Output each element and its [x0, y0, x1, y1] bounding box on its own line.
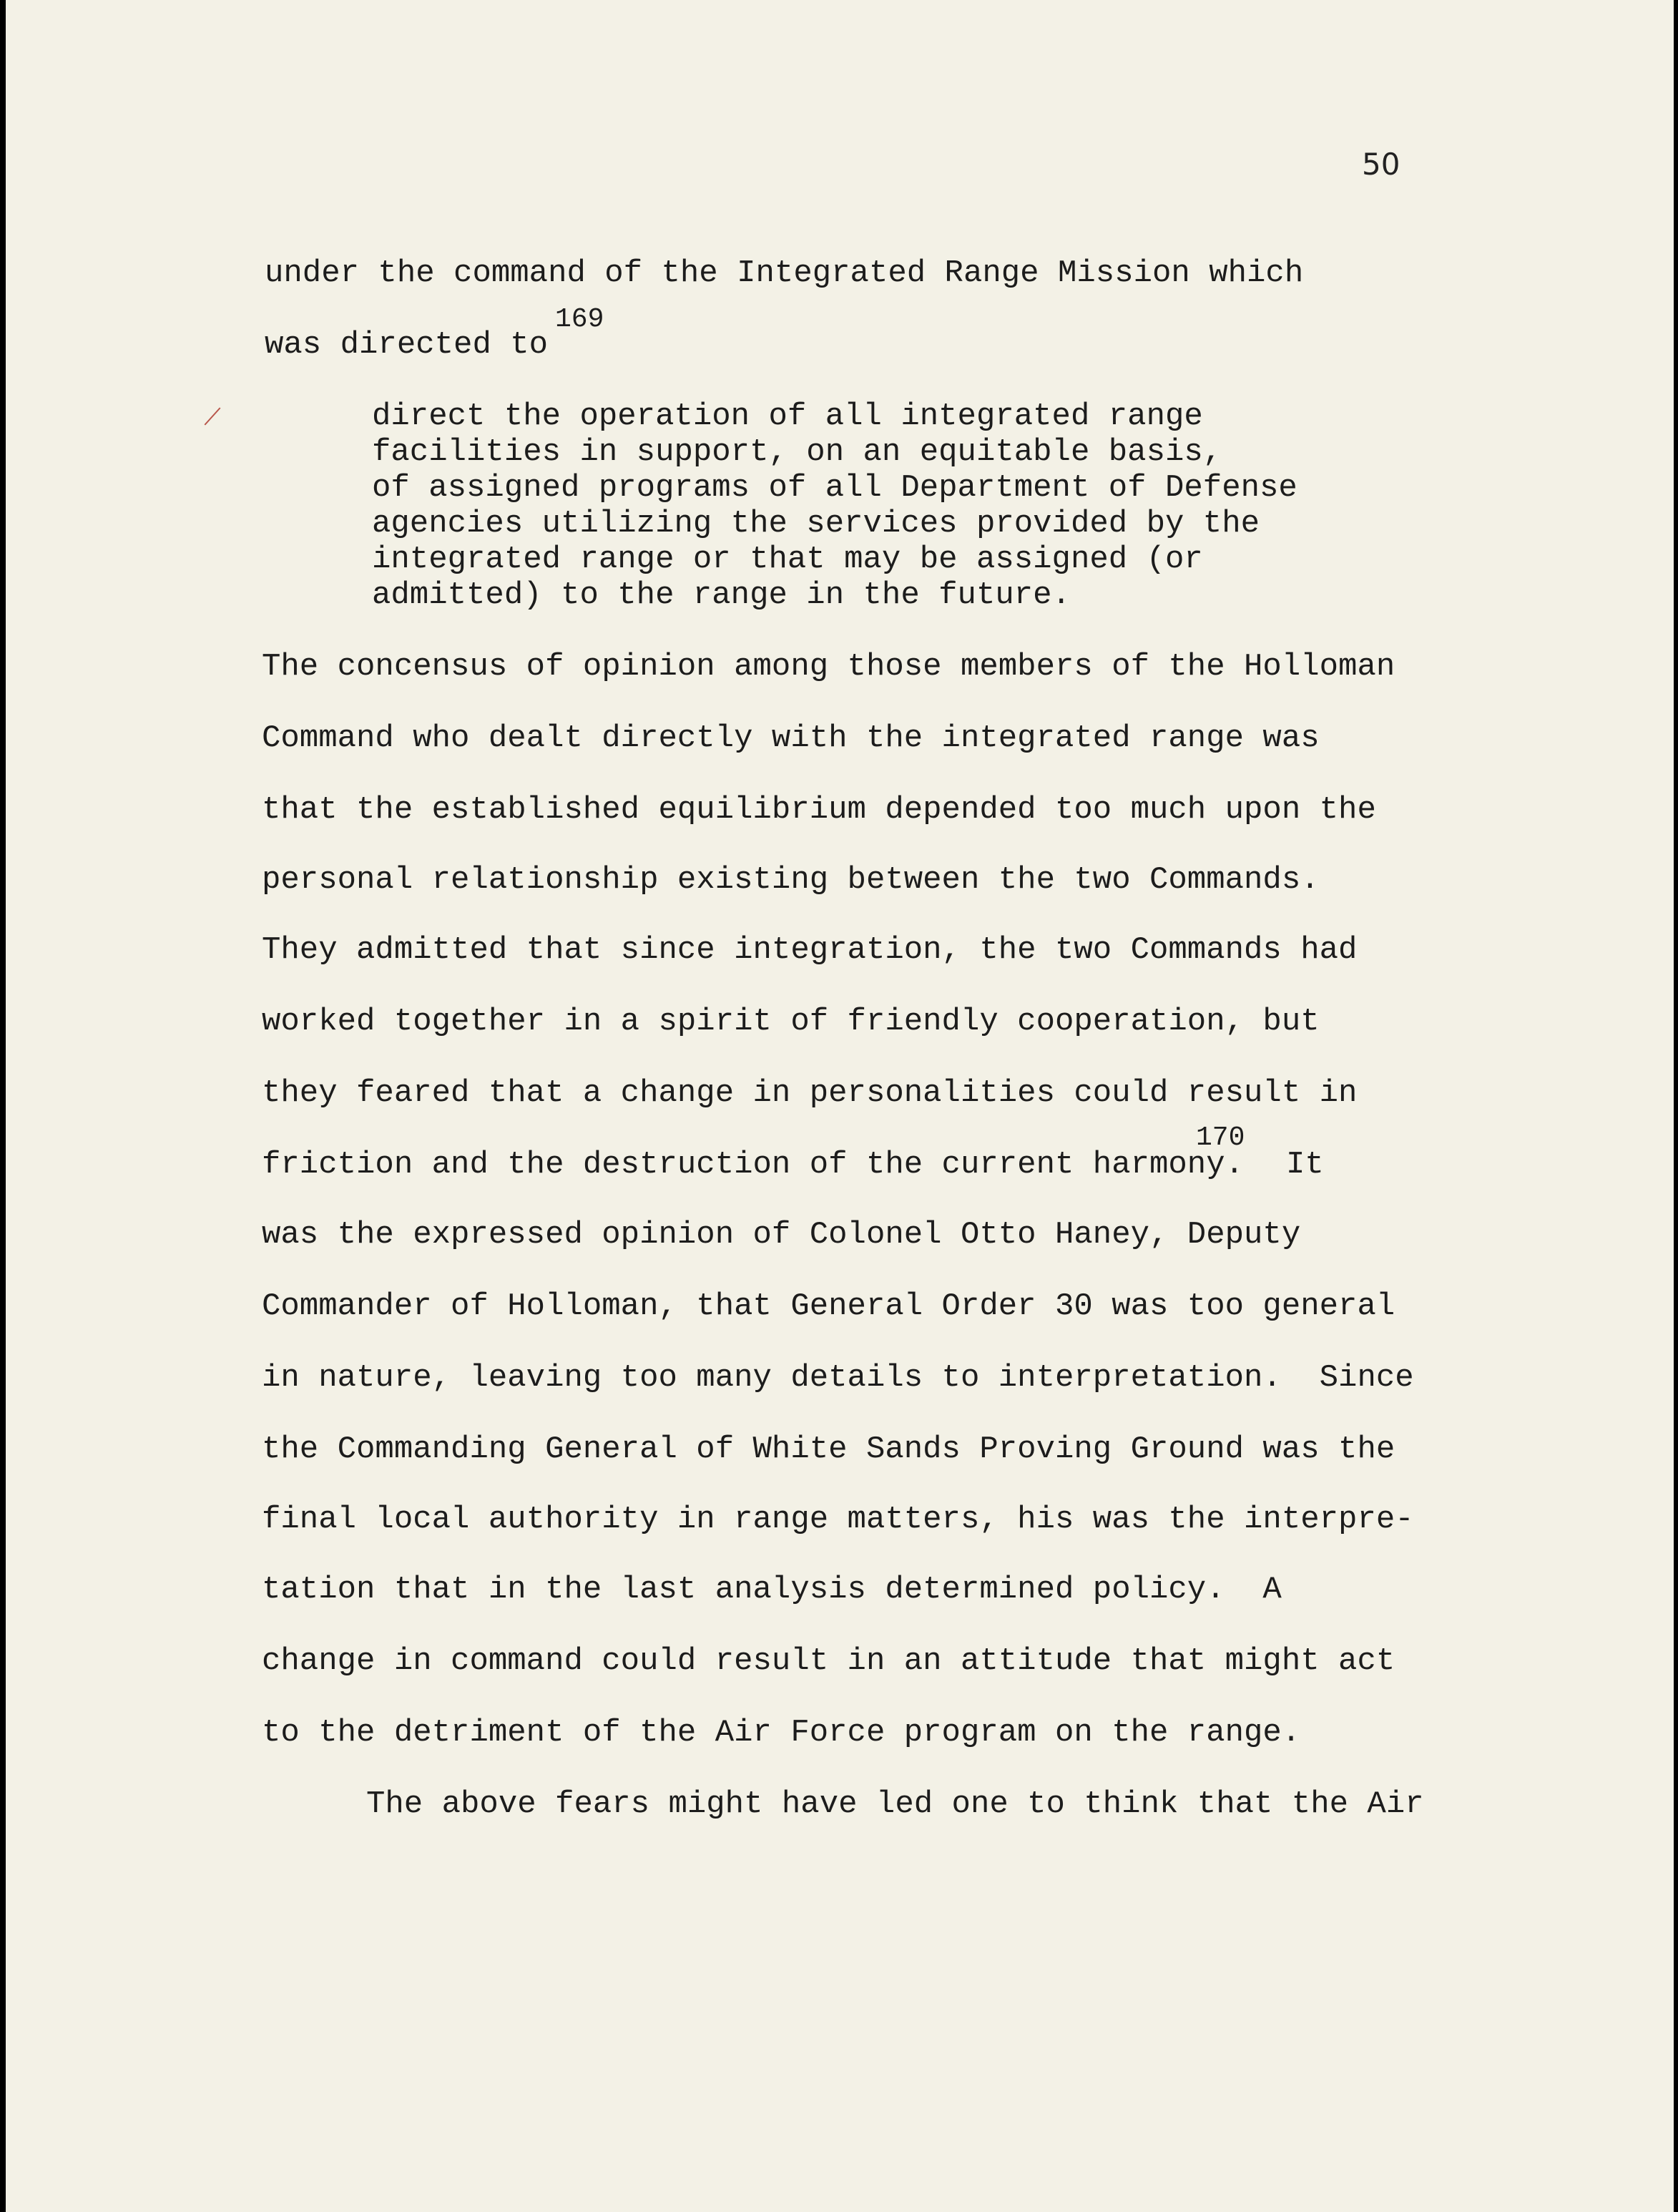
body-line: They admitted that since integration, the two Commands had — [262, 932, 1358, 968]
document-page — [6, 0, 1674, 2212]
body-line: that the established equilibrium depended too much upon the — [262, 792, 1376, 828]
body-line: worked together in a spirit of friendly cooperation, but — [262, 1004, 1320, 1039]
block-quote-line: admitted) to the range in the future. — [372, 577, 1071, 613]
body-line: The concensus of opinion among those members of the Holloman — [262, 649, 1395, 685]
body-line: final local authority in range matters, his was the interpre- — [262, 1502, 1414, 1537]
margin-mark — [205, 407, 221, 425]
body-line-continuation: It — [1286, 1147, 1324, 1183]
footnote-marker-170: 170 — [1196, 1122, 1245, 1153]
body-line: to the detriment of the Air Force program on the range. — [262, 1715, 1301, 1751]
body-line: tation that in the last analysis determined policy. A — [262, 1572, 1282, 1607]
block-quote-line: facilities in support, on an equitable basis, — [372, 434, 1222, 470]
body-line: they feared that a change in personalities could result in — [262, 1075, 1358, 1111]
body-line: in nature, leaving too many details to interpretation. Since — [262, 1360, 1414, 1396]
body-line: personal relationship existing between the two Commands. — [262, 862, 1320, 898]
opening-line: was directed to — [265, 327, 549, 363]
block-quote-line: of assigned programs of all Department of Defense — [372, 470, 1297, 506]
body-line: was the expressed opinion of Colonel Otto Haney, Deputy — [262, 1217, 1301, 1253]
footnote-marker-169: 169 — [555, 304, 604, 335]
body-line: change in command could result in an attitude that might act — [262, 1643, 1395, 1679]
body-line: the Commanding General of White Sands Proving Ground was the — [262, 1432, 1395, 1467]
body-line: Command who dealt directly with the integrated range was — [262, 720, 1320, 756]
body-line: friction and the destruction of the current harmony. — [262, 1147, 1245, 1183]
opening-line: under the command of the Integrated Range Mission which — [265, 255, 1304, 291]
page-number: 50 — [1362, 147, 1400, 182]
closing-line: The above fears might have led one to think that the Air — [366, 1786, 1424, 1822]
body-line: Commander of Holloman, that General Order 30 was too general — [262, 1288, 1395, 1324]
block-quote-line: agencies utilizing the services provided by the — [372, 506, 1260, 542]
block-quote-line: integrated range or that may be assigned (or — [372, 542, 1203, 577]
block-quote-line: direct the operation of all integrated range — [372, 398, 1203, 434]
